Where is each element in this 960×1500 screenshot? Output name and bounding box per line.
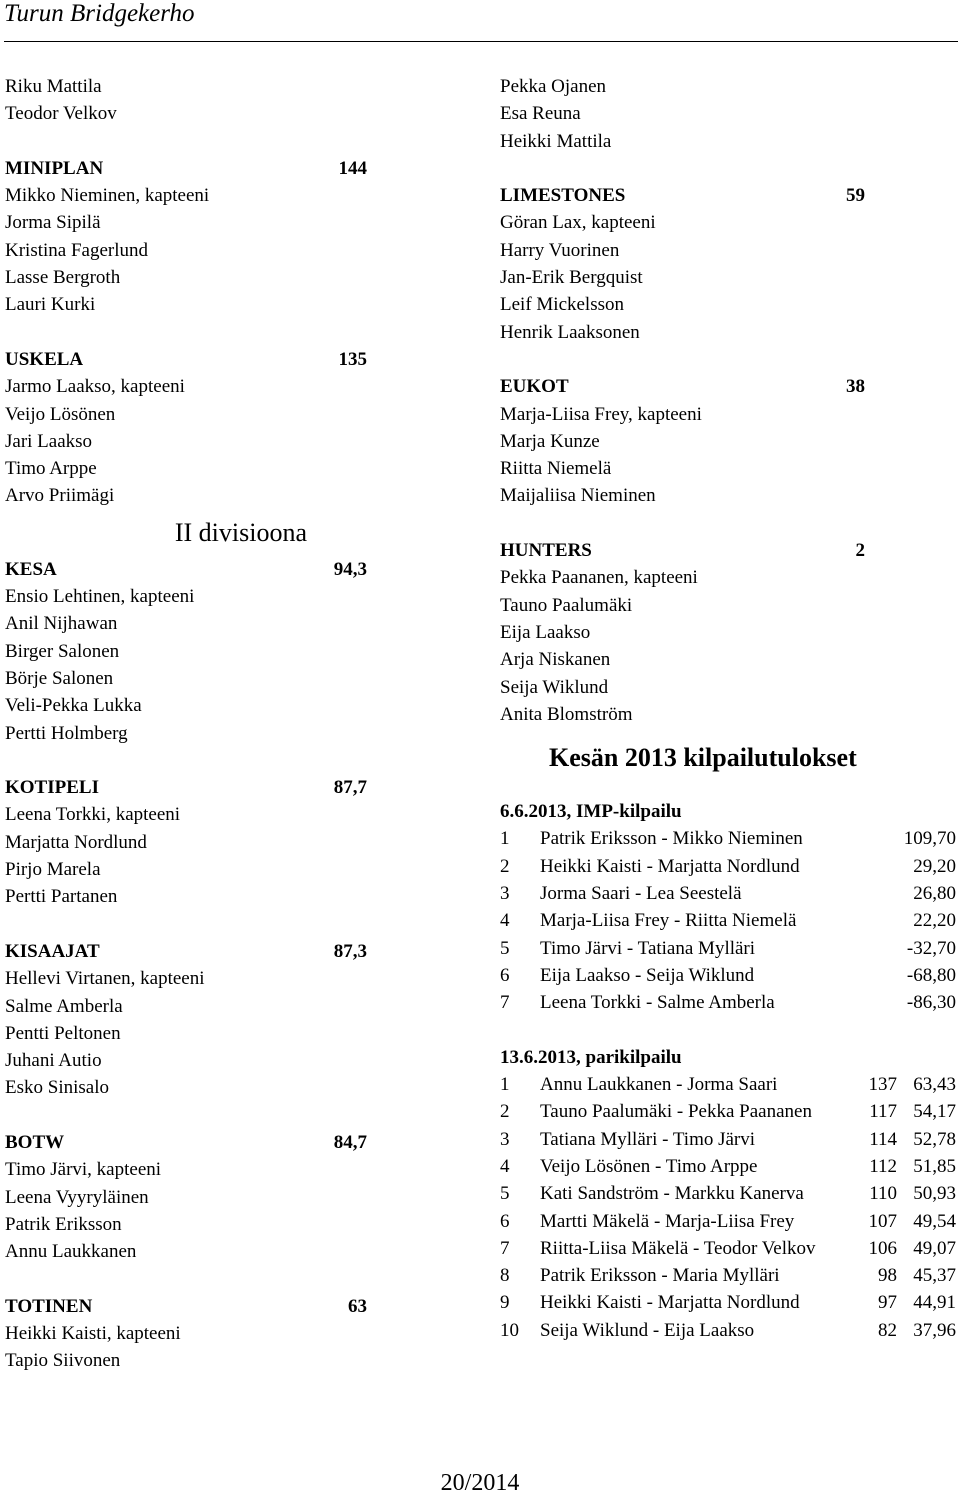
result-pair-names: Patrik Eriksson - Mikko Nieminen	[540, 828, 803, 850]
result-rank: 2	[500, 855, 510, 877]
result-rank: 3	[500, 883, 510, 905]
table-row	[500, 1153, 956, 1180]
team-member: Tauno Paalumäki	[500, 594, 633, 616]
team-score: 87,7	[333, 777, 367, 799]
team-score: 84,7	[333, 1131, 367, 1153]
result-percent: 50,93	[913, 1183, 956, 1205]
table-row	[500, 1317, 956, 1344]
result-score: 22,20	[913, 910, 956, 932]
result-rank: 6	[500, 1210, 510, 1232]
team-member: Annu Laukkanen	[5, 1241, 137, 1263]
team-member: Esko Sinisalo	[5, 1077, 109, 1099]
result-points: 107	[868, 1210, 897, 1232]
result-rank: 8	[500, 1265, 510, 1287]
team-member: Arvo Priimägi	[5, 485, 115, 507]
result-percent: 37,96	[913, 1319, 956, 1341]
result-percent: 51,85	[913, 1155, 956, 1177]
result-pair-names: Riitta-Liisa Mäkelä - Teodor Velkov	[540, 1237, 816, 1259]
result-rank: 1	[500, 1074, 510, 1096]
team-member: Pekka Paananen, kapteeni	[500, 567, 698, 589]
team-score: 87,3	[333, 940, 367, 962]
team-member: Pirjo Marela	[5, 859, 101, 881]
result-pair-names: Veijo Lösönen - Timo Arppe	[540, 1155, 758, 1177]
table-row	[500, 1235, 956, 1262]
team-member: Jorma Sipilä	[5, 212, 101, 234]
result-pair-names: Tauno Paalumäki - Pekka Paananen	[540, 1101, 812, 1123]
left-intro-members	[5, 73, 370, 128]
team-member: Tapio Siivonen	[5, 1350, 121, 1372]
result-rank: 4	[500, 910, 510, 932]
team-member: Salme Amberla	[5, 995, 123, 1017]
result-pair-names: Jorma Saari - Lea Seestelä	[540, 883, 742, 905]
result-score: 29,20	[913, 855, 956, 877]
result-percent: 54,17	[913, 1101, 956, 1123]
team-member: Lasse Bergroth	[5, 267, 121, 289]
result-pair-names: Tatiana Mylläri - Timo Järvi	[540, 1128, 756, 1150]
team-member: Timo Järvi, kapteeni	[5, 1159, 162, 1181]
result-rank: 7	[500, 1237, 510, 1259]
team-member: Pertti Holmberg	[5, 722, 128, 744]
team-name: BOTW	[5, 1131, 65, 1153]
team-block	[5, 774, 370, 910]
table-row	[500, 907, 956, 934]
team-member: Anita Blomström	[500, 703, 633, 725]
team-member: Marja-Liisa Frey, kapteeni	[500, 403, 702, 425]
team-member: Leena Torkki, kapteeni	[5, 804, 181, 826]
team-member: Börje Salonen	[5, 667, 114, 689]
result-rank: 6	[500, 964, 510, 986]
table-row	[500, 853, 956, 880]
table-row	[500, 1262, 956, 1289]
result-percent: 49,07	[913, 1237, 956, 1259]
team-header	[5, 1293, 367, 1320]
left-column	[5, 73, 370, 1375]
team-score: 2	[855, 540, 865, 562]
table-row	[500, 880, 956, 907]
result-pair-names: Leena Torkki - Salme Amberla	[540, 992, 775, 1014]
table-row	[500, 1071, 956, 1098]
result-pair-names: Seija Wiklund - Eija Laakso	[540, 1319, 755, 1341]
team-block	[500, 182, 960, 346]
team-member: Lauri Kurki	[5, 294, 96, 316]
team-block	[5, 1129, 370, 1265]
result-pair-names: Kati Sandström - Markku Kanerva	[540, 1183, 804, 1205]
team-header	[500, 537, 865, 564]
team-name: MINIPLAN	[5, 157, 104, 179]
member-name: Heikki Mattila	[500, 130, 612, 152]
table-row	[500, 962, 956, 989]
left-teams-division-1	[5, 155, 370, 510]
team-member: Marjatta Nordlund	[5, 831, 147, 853]
result-score: -32,70	[906, 937, 956, 959]
team-member: Maijaliisa Nieminen	[500, 485, 656, 507]
result-score: -86,30	[906, 992, 956, 1014]
member-name: Pekka Ojanen	[500, 76, 607, 97]
team-score: 38	[846, 376, 865, 398]
result-rank: 10	[500, 1319, 519, 1341]
right-column	[500, 73, 960, 1344]
team-header	[5, 938, 367, 965]
team-member: Jari Laakso	[5, 430, 93, 452]
result-percent: 63,43	[913, 1074, 956, 1096]
result-points: 117	[869, 1101, 897, 1123]
team-member: Hellevi Virtanen, kapteeni	[5, 968, 205, 990]
team-member: Juhani Autio	[5, 1050, 102, 1072]
team-member: Veijo Lösönen	[5, 403, 116, 425]
page-number: 20/2014	[440, 1470, 520, 1496]
page-header-title: Turun Bridgekerho	[4, 0, 195, 27]
result-pair-names: Martti Mäkelä - Marja-Liisa Frey	[540, 1210, 795, 1232]
member-name: Teodor Velkov	[5, 103, 117, 125]
result-points: 106	[868, 1237, 897, 1259]
result-score: 26,80	[913, 883, 956, 905]
team-name: KOTIPELI	[5, 777, 99, 799]
result-pair-names: Annu Laukkanen - Jorma Saari	[540, 1074, 778, 1096]
result-percent: 44,91	[913, 1292, 956, 1314]
result-percent: 52,78	[913, 1128, 956, 1150]
result-pair-names: Timo Järvi - Tatiana Mylläri	[540, 937, 756, 959]
team-block	[5, 346, 370, 510]
division-title: II divisioona	[174, 517, 307, 547]
team-header	[500, 182, 865, 209]
team-member: Leena Vyyryläinen	[5, 1186, 149, 1208]
team-header	[5, 155, 367, 182]
team-member: Ensio Lehtinen, kapteeni	[5, 586, 195, 608]
team-score: 94,3	[333, 558, 367, 580]
left-teams-division-2	[5, 556, 370, 1375]
team-name: KESA	[5, 558, 57, 580]
team-header	[5, 1129, 367, 1156]
imp-results-table	[500, 825, 956, 1016]
table-row	[500, 1098, 956, 1125]
result-score: -68,80	[906, 964, 956, 986]
team-member: Seija Wiklund	[500, 676, 609, 698]
team-score: 59	[846, 185, 865, 207]
team-block	[5, 155, 370, 319]
team-name: LIMESTONES	[500, 185, 626, 207]
team-header	[5, 346, 367, 373]
table-row	[500, 1126, 956, 1153]
result-points: 137	[868, 1074, 897, 1096]
result-points: 114	[869, 1128, 897, 1150]
team-block	[5, 556, 370, 747]
team-header	[500, 373, 865, 400]
team-member: Jarmo Laakso, kapteeni	[5, 376, 185, 398]
team-member: Harry Vuorinen	[500, 239, 620, 261]
results-title: Kesän 2013 kilpailutulokset	[549, 743, 857, 773]
team-score: 144	[338, 157, 367, 179]
table-row	[500, 825, 956, 852]
result-percent: 49,54	[913, 1210, 956, 1232]
result-rank: 1	[500, 828, 510, 850]
table-row	[500, 1208, 956, 1235]
team-member: Birger Salonen	[5, 640, 120, 662]
member-name: Esa Reuna	[500, 103, 581, 125]
team-member: Eija Laakso	[500, 621, 591, 643]
imp-event-title: 6.6.2013, IMP-kilpailu	[500, 801, 682, 823]
team-member: Leif Mickelsson	[500, 294, 625, 316]
team-member: Patrik Eriksson	[5, 1213, 122, 1235]
table-row	[500, 935, 956, 962]
result-rank: 5	[500, 1183, 510, 1205]
team-header	[5, 556, 367, 583]
result-points: 82	[878, 1319, 897, 1341]
team-member: Heikki Kaisti, kapteeni	[5, 1323, 181, 1345]
team-member: Kristina Fagerlund	[5, 239, 149, 261]
team-block	[500, 537, 960, 728]
pairs-results-table	[500, 1071, 956, 1344]
table-row	[500, 989, 956, 1016]
result-rank: 3	[500, 1128, 510, 1150]
result-rank: 2	[500, 1101, 510, 1123]
team-score: 135	[338, 348, 367, 370]
result-pair-names: Marja-Liisa Frey - Riitta Niemelä	[540, 910, 797, 932]
result-rank: 4	[500, 1155, 510, 1177]
result-pair-names: Heikki Kaisti - Marjatta Nordlund	[540, 1292, 800, 1314]
team-member: Arja Niskanen	[500, 649, 611, 671]
team-score: 63	[348, 1295, 367, 1317]
team-name: TOTINEN	[5, 1295, 93, 1317]
result-points: 98	[878, 1265, 897, 1287]
team-header	[5, 774, 367, 801]
team-block	[5, 938, 370, 1102]
table-row	[500, 1289, 956, 1316]
result-points: 110	[869, 1183, 897, 1205]
team-member: Timo Arppe	[5, 458, 97, 480]
team-member: Veli-Pekka Lukka	[5, 695, 142, 717]
team-member: Pertti Partanen	[5, 886, 118, 908]
result-points: 97	[878, 1292, 897, 1314]
result-score: 109,70	[903, 828, 956, 850]
team-member: Anil Nijhawan	[5, 613, 118, 635]
right-teams	[500, 182, 960, 728]
team-member: Mikko Nieminen, kapteeni	[5, 185, 210, 207]
right-intro-members	[500, 73, 960, 155]
team-name: EUKOT	[500, 376, 569, 398]
result-points: 112	[869, 1155, 897, 1177]
team-name: USKELA	[5, 348, 84, 370]
result-pair-names: Patrik Eriksson - Maria Mylläri	[540, 1265, 780, 1287]
team-block	[500, 373, 960, 509]
team-member: Göran Lax, kapteeni	[500, 212, 656, 234]
team-member: Pentti Peltonen	[5, 1022, 121, 1044]
header-rule	[4, 41, 958, 42]
team-name: KISAAJAT	[5, 940, 100, 962]
result-percent: 45,37	[913, 1265, 956, 1287]
result-pair-names: Eija Laakso - Seija Wiklund	[540, 964, 755, 986]
team-member: Henrik Laaksonen	[500, 321, 640, 343]
team-name: HUNTERS	[500, 540, 592, 562]
result-rank: 9	[500, 1292, 510, 1314]
table-row	[500, 1180, 956, 1207]
pairs-event-title: 13.6.2013, parikilpailu	[500, 1046, 682, 1068]
result-pair-names: Heikki Kaisti - Marjatta Nordlund	[540, 855, 800, 877]
team-member: Marja Kunze	[500, 430, 600, 452]
team-member: Riitta Niemelä	[500, 458, 612, 480]
member-name: Riku Mattila	[5, 76, 102, 97]
result-rank: 5	[500, 937, 510, 959]
team-member: Jan-Erik Bergquist	[500, 267, 643, 289]
team-block	[5, 1293, 370, 1375]
result-rank: 7	[500, 992, 510, 1014]
